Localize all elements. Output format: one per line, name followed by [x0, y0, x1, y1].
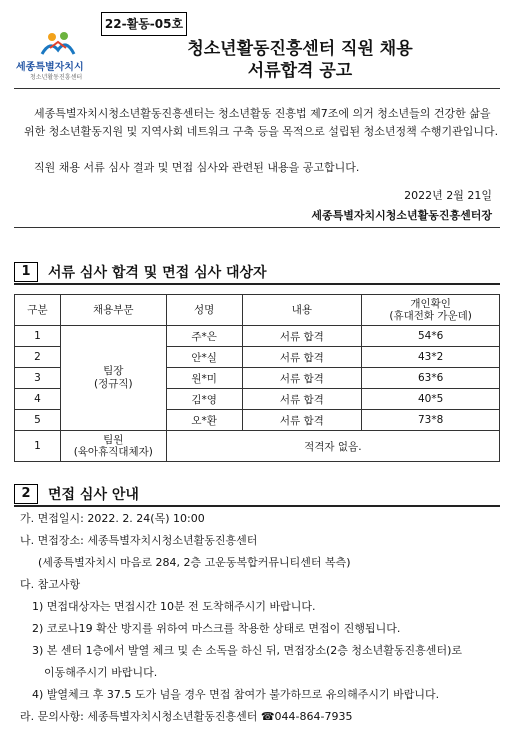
- intro-paragraph-1: 세종특별자치시청소년활동진흥센터는 청소년활동 진흥법 제7조에 의거 청소년들의 건강한 삶을 위한 청소년활동지원 및 지역사회 네트워크 구축 등을 목적으로 설립된 청소년정책 수행기관입니다.: [24, 107, 499, 138]
- reference-item-2: 2) 코로나19 확산 방지를 위하여 마스크를 착용한 상태로 면접이 진행됩니다.: [32, 622, 401, 635]
- applicant-name: 오*환: [166, 410, 242, 431]
- header-category: 구분: [15, 295, 61, 326]
- table-header-row: [15, 295, 500, 326]
- title-line2: 서류합격 공고: [247, 61, 353, 81]
- reference-heading: 다. 참고사항: [20, 578, 81, 591]
- table-row: [15, 431, 500, 462]
- row-number: 1: [15, 431, 61, 462]
- result-content: 서류 합격: [242, 347, 362, 368]
- reference-item-4: 4) 발열체크 후 37.5 도가 넘을 경우 면접 참여가 불가하므로 유의해주시기 바랍니다.: [32, 688, 440, 701]
- section1-title: 서류 심사 합격 및 면접 심사 대상자: [48, 265, 267, 281]
- logo: [16, 28, 106, 81]
- department-cell: 팀장 (정규직): [60, 326, 166, 431]
- personal-id: 73*8: [362, 410, 500, 431]
- personal-id: 63*6: [362, 368, 500, 389]
- applicant-name: 원*미: [166, 368, 242, 389]
- row-number: 5: [15, 410, 61, 431]
- header-personal-id: 개인확인 (휴대전화 가운데): [362, 295, 500, 326]
- row-number: 4: [15, 389, 61, 410]
- personal-id: 43*2: [362, 347, 500, 368]
- section2-number: 2: [14, 484, 38, 504]
- table-row: [15, 326, 500, 347]
- department-cell: 팀원 (육아휴직대체자): [60, 431, 166, 462]
- reference-item-1: 1) 면접대상자는 면접시간 10분 전 도착해주시기 바랍니다.: [32, 600, 316, 613]
- header-content: 내용: [242, 295, 362, 326]
- section1-number: 1: [14, 262, 38, 282]
- result-content: 서류 합격: [242, 326, 362, 347]
- title-line1: 청소년활동진흥센터 직원 채용: [187, 39, 413, 59]
- reference-item-3-cont: 이동해주시기 바랍니다.: [44, 666, 158, 679]
- page-title: [130, 38, 470, 82]
- result-table: [14, 294, 500, 462]
- row-number: 1: [15, 326, 61, 347]
- personal-id: 54*6: [362, 326, 500, 347]
- logo-subtitle: 청소년활동진흥센터: [30, 74, 83, 81]
- intro-paragraph-2: 직원 채용 서류 심사 결과 및 면접 심사와 관련된 내용을 공고합니다.: [34, 161, 360, 174]
- notice-date: 2022년 2월 21일: [404, 189, 492, 202]
- contact-info: 라. 문의사항: 세종특별자치시청소년활동진흥센터 ☎044-864-7935: [20, 710, 353, 723]
- applicant-name: 주*은: [166, 326, 242, 347]
- result-content: 서류 합격: [242, 410, 362, 431]
- logo-name: 세종특별자치시: [16, 62, 84, 73]
- intro-box: [14, 88, 500, 228]
- section2-divider: [14, 505, 500, 507]
- interview-location: 나. 면접장소: 세종특별자치시청소년활동진흥센터: [20, 534, 258, 547]
- section2-title: 면접 심사 안내: [48, 487, 139, 503]
- header-name: 성명: [166, 295, 242, 326]
- section1-divider: [14, 283, 500, 285]
- result-content: 서류 합격: [242, 368, 362, 389]
- row-number: 3: [15, 368, 61, 389]
- result-content: 서류 합격: [242, 389, 362, 410]
- issuer-name: 세종특별자치시청소년활동진흥센터장: [311, 209, 492, 222]
- interview-datetime: 가. 면접일시: 2022. 2. 24(목) 10:00: [20, 512, 205, 525]
- personal-id: 40*5: [362, 389, 500, 410]
- row-number: 2: [15, 347, 61, 368]
- document-number: 22-활동-05호: [101, 12, 187, 36]
- applicant-name: 김*영: [166, 389, 242, 410]
- header-department: 채용부문: [60, 295, 166, 326]
- no-candidate-note: 적격자 없음.: [166, 431, 499, 462]
- interview-address: (세종특별자치시 마음로 284, 2층 고운동복합커뮤니티센터 복측): [38, 556, 351, 569]
- reference-item-3: 3) 본 센터 1층에서 발열 체크 및 손 소독을 하신 뒤, 면접장소(2층 청소년활동진흥센터)로: [32, 644, 462, 657]
- applicant-name: 안*실: [166, 347, 242, 368]
- sejong-logo-icon: [38, 28, 78, 58]
